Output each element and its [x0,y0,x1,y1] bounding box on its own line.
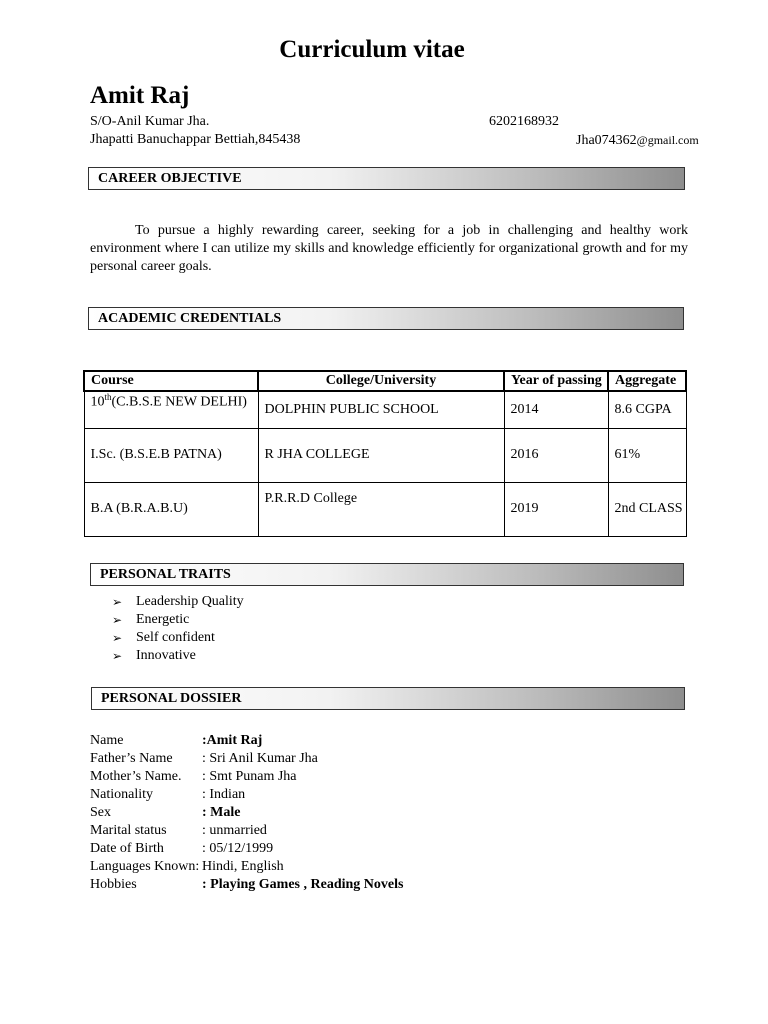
arrow-bullet-icon: ➢ [112,595,123,609]
dossier-value: : Smt Punam Jha [202,769,297,784]
dossier-label: Mother’s Name. [90,769,182,784]
candidate-name: Amit Raj [90,82,190,109]
email-address[interactable] [576,131,699,150]
aggregate-cell: 2nd CLASS [608,482,686,536]
college-cell: DOLPHIN PUBLIC SCHOOL [258,391,504,428]
address-line: Jhapatti Banuchappar Bettiah,845438 [90,132,301,147]
dossier-value: : Male [202,805,241,820]
academic-table [83,370,687,537]
course-cell: 10th(C.B.S.E NEW DELHI) [84,391,258,428]
dossier-value: : Sri Anil Kumar Jha [202,751,318,766]
traits-list [112,593,244,665]
section-heading: PERSONAL DOSSIER [101,691,242,706]
table-row [84,482,686,536]
section-heading: PERSONAL TRAITS [100,567,231,582]
course-cell: I.Sc. (B.S.E.B PATNA) [84,428,258,482]
dossier-value: : unmarried [202,823,267,838]
arrow-bullet-icon: ➢ [112,649,123,663]
section-bar-career-objective [88,167,685,190]
section-bar-dossier [91,687,685,710]
year-cell: 2014 [504,391,608,428]
list-item: ➢ Innovative [112,648,196,663]
section-bar-traits [90,563,684,586]
document-title: Curriculum vitae [279,36,465,63]
college-cell: R JHA COLLEGE [258,428,504,482]
year-cell: 2016 [504,428,608,482]
dossier-label: Name [90,733,124,748]
year-cell: 2019 [504,482,608,536]
dossier-value: : Indian [202,787,246,802]
dossier-label: Nationality [90,787,153,802]
list-item: ➢ Energetic [112,612,190,627]
dossier-label: Languages Known: [90,859,200,874]
dossier-label: Sex [90,805,111,820]
objective-paragraph: To pursue a highly rewarding career, seeking for a job in challenging and healthy work environment where I can utilize my skills and knowledge efficiently for organizational growth and for my personal career goals. [90,223,688,274]
relation-line: S/O-Anil Kumar Jha. [90,114,210,129]
dossier-value: Hindi, English [202,859,284,874]
email-user: Jha074362 [576,133,637,148]
table-row [84,428,686,482]
dossier-label: Father’s Name [90,751,173,766]
dossier-value: :Amit Raj [202,733,263,748]
list-item: ➢ Self confident [112,630,215,645]
table-header-row [84,371,686,391]
list-item: ➢ Leadership Quality [112,594,244,609]
arrow-bullet-icon: ➢ [112,631,123,645]
column-header: Aggregate [608,371,686,391]
course-cell: B.A (B.R.A.B.U) [84,482,258,536]
column-header: Year of passing [504,371,608,391]
aggregate-cell: 8.6 CGPA [608,391,686,428]
aggregate-cell: 61% [608,428,686,482]
section-bar-academic [88,307,684,330]
dossier-value: : 05/12/1999 [202,841,274,856]
dossier-label: Date of Birth [90,841,164,856]
college-cell: P.R.R.D College [258,482,504,536]
arrow-bullet-icon: ➢ [112,613,123,627]
dossier-label: Hobbies [90,877,137,892]
phone-number: 6202168932 [489,114,559,129]
column-header: College/University [258,371,504,391]
column-header: Course [84,371,258,391]
section-heading: ACADEMIC CREDENTIALS [98,311,282,326]
dossier-value: : Playing Games , Reading Novels [202,877,404,892]
dossier-label: Marital status [90,823,167,838]
section-heading: CAREER OBJECTIVE [98,171,242,186]
email-domain: @gmail.com [636,133,699,147]
table-row [84,391,686,428]
